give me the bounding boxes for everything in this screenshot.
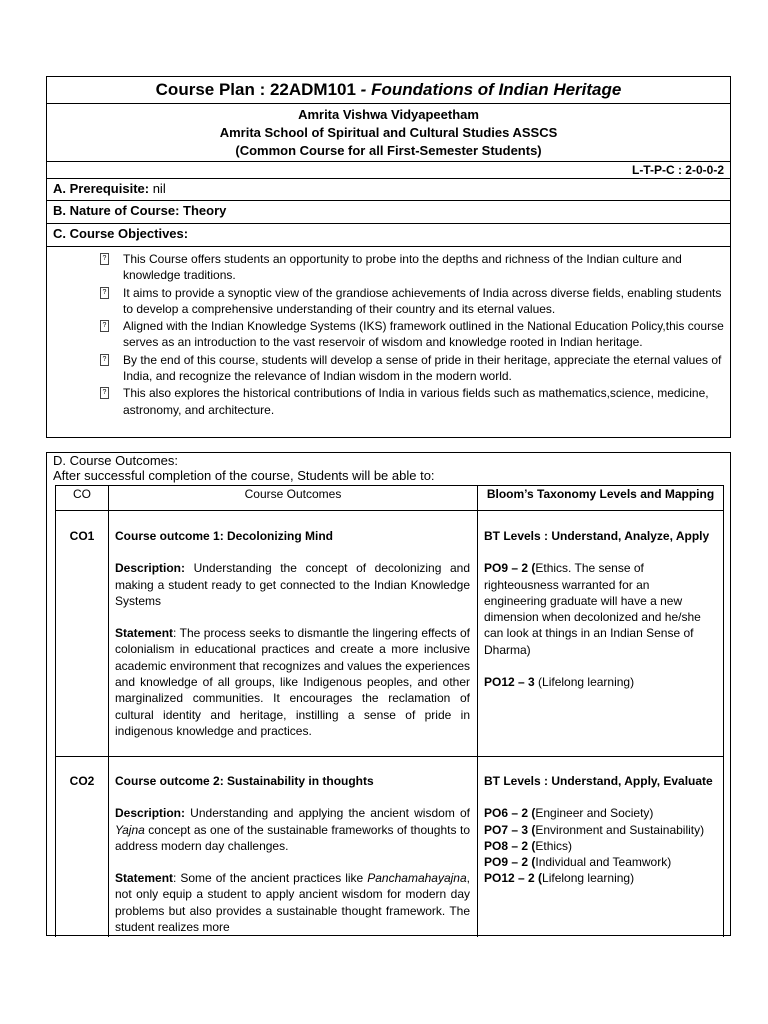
course-code: Course Plan : 22ADM101 bbox=[155, 80, 356, 99]
bullet-icon: ? bbox=[100, 354, 109, 366]
audience-note: (Common Course for all First-Semester Students) bbox=[235, 143, 542, 158]
co2-title: Course outcome 2: Sustainability in thoughts bbox=[115, 774, 374, 788]
statement-label: Statement bbox=[115, 871, 174, 886]
description-label: Description: bbox=[115, 561, 186, 576]
po-label: PO9 – 2 ( bbox=[484, 855, 536, 870]
grid-line bbox=[723, 485, 724, 937]
po-text: Ethics) bbox=[535, 838, 573, 853]
objectives-heading-row bbox=[47, 224, 730, 247]
co1-statement bbox=[115, 625, 470, 739]
bullet-icon: ? bbox=[100, 387, 109, 399]
co1-mapping bbox=[484, 528, 714, 690]
co1-title: Course outcome 1: Decolonizing Mind bbox=[115, 529, 334, 543]
statement-text: : Some of the ancient practices like bbox=[173, 871, 368, 886]
description-text: concept as one of the sustainable frameworks of thoughts to address modern day challenges. bbox=[115, 822, 470, 853]
co1-outcome bbox=[115, 528, 470, 739]
objective-text: This also explores the historical contributions of India in various fields such as mathematics,science, medicine, astronomy, and architecture. bbox=[123, 386, 709, 417]
course-outcomes-table bbox=[46, 452, 731, 936]
objective-item bbox=[103, 385, 726, 418]
statement-label: Statement bbox=[115, 626, 174, 641]
objective-text: This Course offers students an opportunity to probe into the depths and richness of the Indian culture and knowledge traditions. bbox=[123, 252, 682, 283]
school-name: Amrita School of Spiritual and Cultural Studies ASSCS bbox=[219, 125, 558, 140]
co1-description bbox=[115, 560, 470, 609]
grid-line bbox=[108, 485, 109, 937]
nature-row bbox=[47, 201, 730, 224]
co2-po8 bbox=[484, 838, 714, 854]
po-text: Engineer and Society) bbox=[535, 806, 654, 821]
co2-po7 bbox=[484, 822, 714, 838]
bullet-icon: ? bbox=[100, 253, 109, 265]
col-header-blooms: Bloom’s Taxonomy Levels and Mapping bbox=[486, 487, 715, 501]
objective-item bbox=[103, 318, 726, 351]
po-text: Environment and Sustainability) bbox=[535, 822, 705, 837]
grid-line bbox=[55, 510, 724, 511]
outcomes-heading bbox=[53, 453, 435, 483]
course-title bbox=[47, 77, 730, 104]
objective-text: Aligned with the Indian Knowledge Systems (IKS) framework outlined in the National Education Policy,this course serves as an introduction to the vast reservoir of wisdom and knowledge rooted in Indian heritage. bbox=[123, 319, 724, 350]
po-text: Individual and Teamwork) bbox=[535, 855, 672, 870]
statement-text: : The process seeks to dismantle the lingering effects of colonialism in educational practices and create a more inclusive academic environment that recognizes and values the experiences and knowledge of all groups, like Indigenous peoples, and other marginalized communities. It encourages the reclamation of cultural identity and heritage, instilling a sense of pride in indigenous knowledge and practices. bbox=[115, 626, 470, 738]
po-label: PO8 – 2 ( bbox=[484, 838, 536, 853]
prerequisite-label: A. Prerequisite: bbox=[53, 181, 150, 196]
statement-term: Panchamahayajna bbox=[367, 871, 467, 886]
objectives-label: C. Course Objectives: bbox=[53, 226, 189, 241]
institution-block bbox=[47, 104, 730, 162]
co1-po12 bbox=[484, 674, 714, 690]
nature-label: B. Nature of Course: Theory bbox=[53, 203, 227, 218]
course-header-table bbox=[46, 76, 731, 438]
co2-bt-levels: BT Levels : Understand, Apply, Evaluate bbox=[484, 774, 713, 788]
bullet-icon: ? bbox=[100, 320, 109, 332]
objectives-row bbox=[47, 247, 730, 437]
ltpc-row bbox=[47, 162, 730, 179]
co2-po9 bbox=[484, 854, 714, 870]
statement-text: , not only equip a student to apply ancient wisdom for modern day problems but also provides a sustainable thought framework. The student realizes more bbox=[115, 871, 470, 935]
co2-id: CO2 bbox=[69, 774, 95, 788]
grid-line bbox=[477, 485, 478, 937]
po-label: PO9 – 2 ( bbox=[484, 561, 536, 576]
objective-item bbox=[103, 352, 726, 385]
co1-bt-levels: BT Levels : Understand, Analyze, Apply bbox=[484, 529, 710, 543]
prerequisite-row bbox=[47, 179, 730, 201]
po-text: Ethics. The sense of righteousness warranted for an engineering graduate will have a new dimension when decolonized and he/she can look at things in an Indian Sense of Dharma) bbox=[484, 561, 701, 657]
co1-id: CO1 bbox=[69, 529, 95, 543]
col-header-co: CO bbox=[73, 487, 91, 501]
prerequisite-value: nil bbox=[149, 181, 166, 196]
po-label: PO7 – 3 ( bbox=[484, 822, 536, 837]
outcomes-intro: After successful completion of the course, Students will be able to: bbox=[53, 468, 435, 483]
description-term: Yajna bbox=[115, 822, 145, 837]
grid-line bbox=[55, 485, 56, 937]
co2-mapping bbox=[484, 773, 714, 887]
course-name: Foundations of Indian Heritage bbox=[371, 80, 622, 99]
col-header-outcomes: Course Outcomes bbox=[244, 487, 342, 501]
co1-po9 bbox=[484, 560, 714, 658]
po-label: PO12 – 3 bbox=[484, 675, 535, 690]
description-text: Understanding and applying the ancient wisdom of bbox=[185, 806, 470, 821]
title-dash: - bbox=[355, 80, 372, 99]
objective-item bbox=[103, 251, 726, 284]
po-text: (Lifelong learning) bbox=[534, 675, 635, 690]
outcomes-label: D. Course Outcomes: bbox=[53, 453, 178, 468]
objectives-list bbox=[103, 251, 726, 419]
co2-outcome bbox=[115, 773, 470, 935]
bullet-icon: ? bbox=[100, 287, 109, 299]
ltpc-value: L-T-P-C : 2-0-0-2 bbox=[631, 163, 724, 177]
objective-text: It aims to provide a synoptic view of the grandiose achievements of India across diverse fields, enabling students to develop a comprehensive understanding of their country and its eternal values. bbox=[123, 285, 722, 316]
description-label: Description: bbox=[115, 806, 186, 821]
co2-po6 bbox=[484, 805, 714, 821]
grid-line bbox=[55, 756, 724, 757]
po-label: PO6 – 2 ( bbox=[484, 806, 536, 821]
institution-name: Amrita Vishwa Vidyapeetham bbox=[298, 107, 479, 122]
co2-po12 bbox=[484, 870, 714, 886]
objective-item bbox=[103, 285, 726, 318]
objective-text: By the end of this course, students will develop a sense of pride in their heritage, appreciate the eternal values of India, and recognize the relevance of Indian wisdom in the modern world. bbox=[123, 352, 722, 384]
co2-description bbox=[115, 805, 470, 854]
po-label: PO12 – 2 ( bbox=[484, 871, 543, 886]
description-text: Understanding the concept of decolonizing and making a student ready to get connected to the Indian Knowledge Systems bbox=[115, 561, 470, 608]
po-text: Lifelong learning) bbox=[542, 871, 635, 886]
co2-statement bbox=[115, 870, 470, 935]
